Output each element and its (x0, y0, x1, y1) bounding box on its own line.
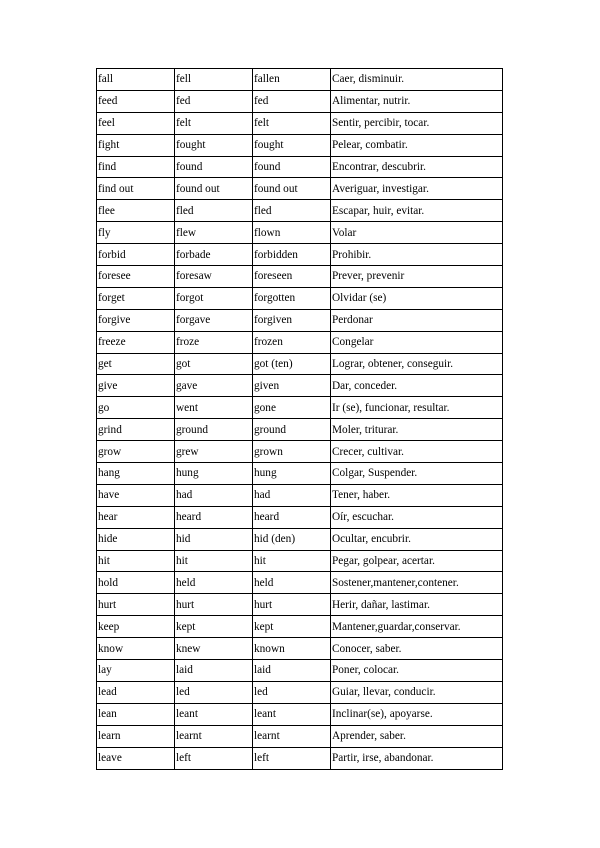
past-participle-cell: hurt (253, 594, 331, 616)
past-simple-cell: found (175, 156, 253, 178)
past-participle-cell: learnt (253, 725, 331, 747)
past-participle-cell: gone (253, 397, 331, 419)
translation-cell: Herir, dañar, lastimar. (331, 594, 503, 616)
table-row (97, 550, 503, 572)
table-row (97, 681, 503, 703)
translation-cell: Guiar, llevar, conducir. (331, 681, 503, 703)
past-simple-cell: fled (175, 200, 253, 222)
table-row (97, 69, 503, 91)
verb-table-body (97, 69, 503, 770)
past-participle-cell: kept (253, 616, 331, 638)
table-row (97, 287, 503, 309)
past-simple-cell: fought (175, 134, 253, 156)
past-simple-cell: ground (175, 419, 253, 441)
table-row (97, 484, 503, 506)
past-simple-cell: froze (175, 331, 253, 353)
past-simple-cell: forbade (175, 244, 253, 266)
past-participle-cell: hid (den) (253, 528, 331, 550)
translation-cell: Sentir, percibir, tocar. (331, 112, 503, 134)
past-simple-cell: leant (175, 703, 253, 725)
past-simple-cell: grew (175, 441, 253, 463)
translation-cell: Volar (331, 222, 503, 244)
past-participle-cell: led (253, 681, 331, 703)
table-row (97, 353, 503, 375)
translation-cell: Mantener,guardar,conservar. (331, 616, 503, 638)
translation-cell: Partir, irse, abandonar. (331, 747, 503, 769)
past-participle-cell: left (253, 747, 331, 769)
past-simple-cell: forgave (175, 309, 253, 331)
translation-cell: Olvidar (se) (331, 287, 503, 309)
translation-cell: Crecer, cultivar. (331, 441, 503, 463)
past-participle-cell: foreseen (253, 266, 331, 288)
table-row (97, 660, 503, 682)
past-simple-cell: heard (175, 506, 253, 528)
past-participle-cell: leant (253, 703, 331, 725)
table-row (97, 747, 503, 769)
translation-cell: Aprender, saber. (331, 725, 503, 747)
past-participle-cell: given (253, 375, 331, 397)
infinitive-cell: go (97, 397, 175, 419)
past-simple-cell: learnt (175, 725, 253, 747)
infinitive-cell: feed (97, 90, 175, 112)
past-participle-cell: held (253, 572, 331, 594)
past-simple-cell: hung (175, 463, 253, 485)
table-row (97, 463, 503, 485)
past-participle-cell: hit (253, 550, 331, 572)
infinitive-cell: find (97, 156, 175, 178)
translation-cell: Encontrar, descubrir. (331, 156, 503, 178)
past-simple-cell: hid (175, 528, 253, 550)
past-simple-cell: kept (175, 616, 253, 638)
past-simple-cell: laid (175, 660, 253, 682)
past-participle-cell: heard (253, 506, 331, 528)
past-participle-cell: laid (253, 660, 331, 682)
infinitive-cell: lean (97, 703, 175, 725)
table-row (97, 594, 503, 616)
translation-cell: Oír, escuchar. (331, 506, 503, 528)
translation-cell: Prever, prevenir (331, 266, 503, 288)
past-simple-cell: held (175, 572, 253, 594)
infinitive-cell: fall (97, 69, 175, 91)
translation-cell: Moler, triturar. (331, 419, 503, 441)
infinitive-cell: fight (97, 134, 175, 156)
past-simple-cell: had (175, 484, 253, 506)
table-row (97, 331, 503, 353)
translation-cell: Poner, colocar. (331, 660, 503, 682)
infinitive-cell: freeze (97, 331, 175, 353)
translation-cell: Caer, disminuir. (331, 69, 503, 91)
infinitive-cell: flee (97, 200, 175, 222)
infinitive-cell: forgive (97, 309, 175, 331)
past-simple-cell: forgot (175, 287, 253, 309)
translation-cell: Colgar, Suspender. (331, 463, 503, 485)
translation-cell: Alimentar, nutrir. (331, 90, 503, 112)
infinitive-cell: lay (97, 660, 175, 682)
translation-cell: Lograr, obtener, conseguir. (331, 353, 503, 375)
translation-cell: Sostener,mantener,contener. (331, 572, 503, 594)
past-participle-cell: flown (253, 222, 331, 244)
infinitive-cell: leave (97, 747, 175, 769)
translation-cell: Averiguar, investigar. (331, 178, 503, 200)
infinitive-cell: forbid (97, 244, 175, 266)
table-row (97, 309, 503, 331)
past-participle-cell: got (ten) (253, 353, 331, 375)
table-row (97, 244, 503, 266)
past-participle-cell: frozen (253, 331, 331, 353)
past-participle-cell: found (253, 156, 331, 178)
table-row (97, 506, 503, 528)
past-simple-cell: knew (175, 638, 253, 660)
table-row (97, 703, 503, 725)
past-simple-cell: fell (175, 69, 253, 91)
past-simple-cell: went (175, 397, 253, 419)
translation-cell: Pelear, combatir. (331, 134, 503, 156)
translation-cell: Conocer, saber. (331, 638, 503, 660)
infinitive-cell: have (97, 484, 175, 506)
infinitive-cell: hit (97, 550, 175, 572)
past-simple-cell: fed (175, 90, 253, 112)
past-simple-cell: found out (175, 178, 253, 200)
table-row (97, 222, 503, 244)
table-row (97, 112, 503, 134)
past-simple-cell: gave (175, 375, 253, 397)
infinitive-cell: fly (97, 222, 175, 244)
table-row (97, 90, 503, 112)
table-row (97, 397, 503, 419)
translation-cell: Ir (se), funcionar, resultar. (331, 397, 503, 419)
translation-cell: Tener, haber. (331, 484, 503, 506)
table-row (97, 528, 503, 550)
past-simple-cell: felt (175, 112, 253, 134)
past-participle-cell: had (253, 484, 331, 506)
table-row (97, 178, 503, 200)
past-participle-cell: fought (253, 134, 331, 156)
infinitive-cell: know (97, 638, 175, 660)
translation-cell: Dar, conceder. (331, 375, 503, 397)
infinitive-cell: hold (97, 572, 175, 594)
past-simple-cell: left (175, 747, 253, 769)
table-row (97, 200, 503, 222)
infinitive-cell: learn (97, 725, 175, 747)
table-row (97, 375, 503, 397)
past-participle-cell: fallen (253, 69, 331, 91)
translation-cell: Pegar, golpear, acertar. (331, 550, 503, 572)
past-participle-cell: forbidden (253, 244, 331, 266)
infinitive-cell: hang (97, 463, 175, 485)
infinitive-cell: lead (97, 681, 175, 703)
past-participle-cell: hung (253, 463, 331, 485)
translation-cell: Prohibir. (331, 244, 503, 266)
past-participle-cell: grown (253, 441, 331, 463)
infinitive-cell: hear (97, 506, 175, 528)
translation-cell: Ocultar, encubrir. (331, 528, 503, 550)
past-simple-cell: led (175, 681, 253, 703)
infinitive-cell: find out (97, 178, 175, 200)
table-row (97, 156, 503, 178)
infinitive-cell: hurt (97, 594, 175, 616)
table-row (97, 419, 503, 441)
past-simple-cell: hurt (175, 594, 253, 616)
translation-cell: Congelar (331, 331, 503, 353)
infinitive-cell: feel (97, 112, 175, 134)
translation-cell: Escapar, huir, evitar. (331, 200, 503, 222)
past-participle-cell: felt (253, 112, 331, 134)
past-simple-cell: foresaw (175, 266, 253, 288)
infinitive-cell: grind (97, 419, 175, 441)
past-participle-cell: fed (253, 90, 331, 112)
infinitive-cell: forget (97, 287, 175, 309)
past-simple-cell: flew (175, 222, 253, 244)
past-participle-cell: found out (253, 178, 331, 200)
past-participle-cell: forgotten (253, 287, 331, 309)
infinitive-cell: keep (97, 616, 175, 638)
irregular-verbs-table (96, 68, 503, 770)
table-row (97, 441, 503, 463)
table-row (97, 266, 503, 288)
infinitive-cell: hide (97, 528, 175, 550)
table-row (97, 616, 503, 638)
past-simple-cell: hit (175, 550, 253, 572)
table-row (97, 638, 503, 660)
past-participle-cell: ground (253, 419, 331, 441)
infinitive-cell: grow (97, 441, 175, 463)
past-participle-cell: known (253, 638, 331, 660)
infinitive-cell: foresee (97, 266, 175, 288)
table-row (97, 572, 503, 594)
table-row (97, 134, 503, 156)
infinitive-cell: give (97, 375, 175, 397)
translation-cell: Perdonar (331, 309, 503, 331)
past-simple-cell: got (175, 353, 253, 375)
translation-cell: Inclinar(se), apoyarse. (331, 703, 503, 725)
past-participle-cell: fled (253, 200, 331, 222)
infinitive-cell: get (97, 353, 175, 375)
past-participle-cell: forgiven (253, 309, 331, 331)
table-row (97, 725, 503, 747)
